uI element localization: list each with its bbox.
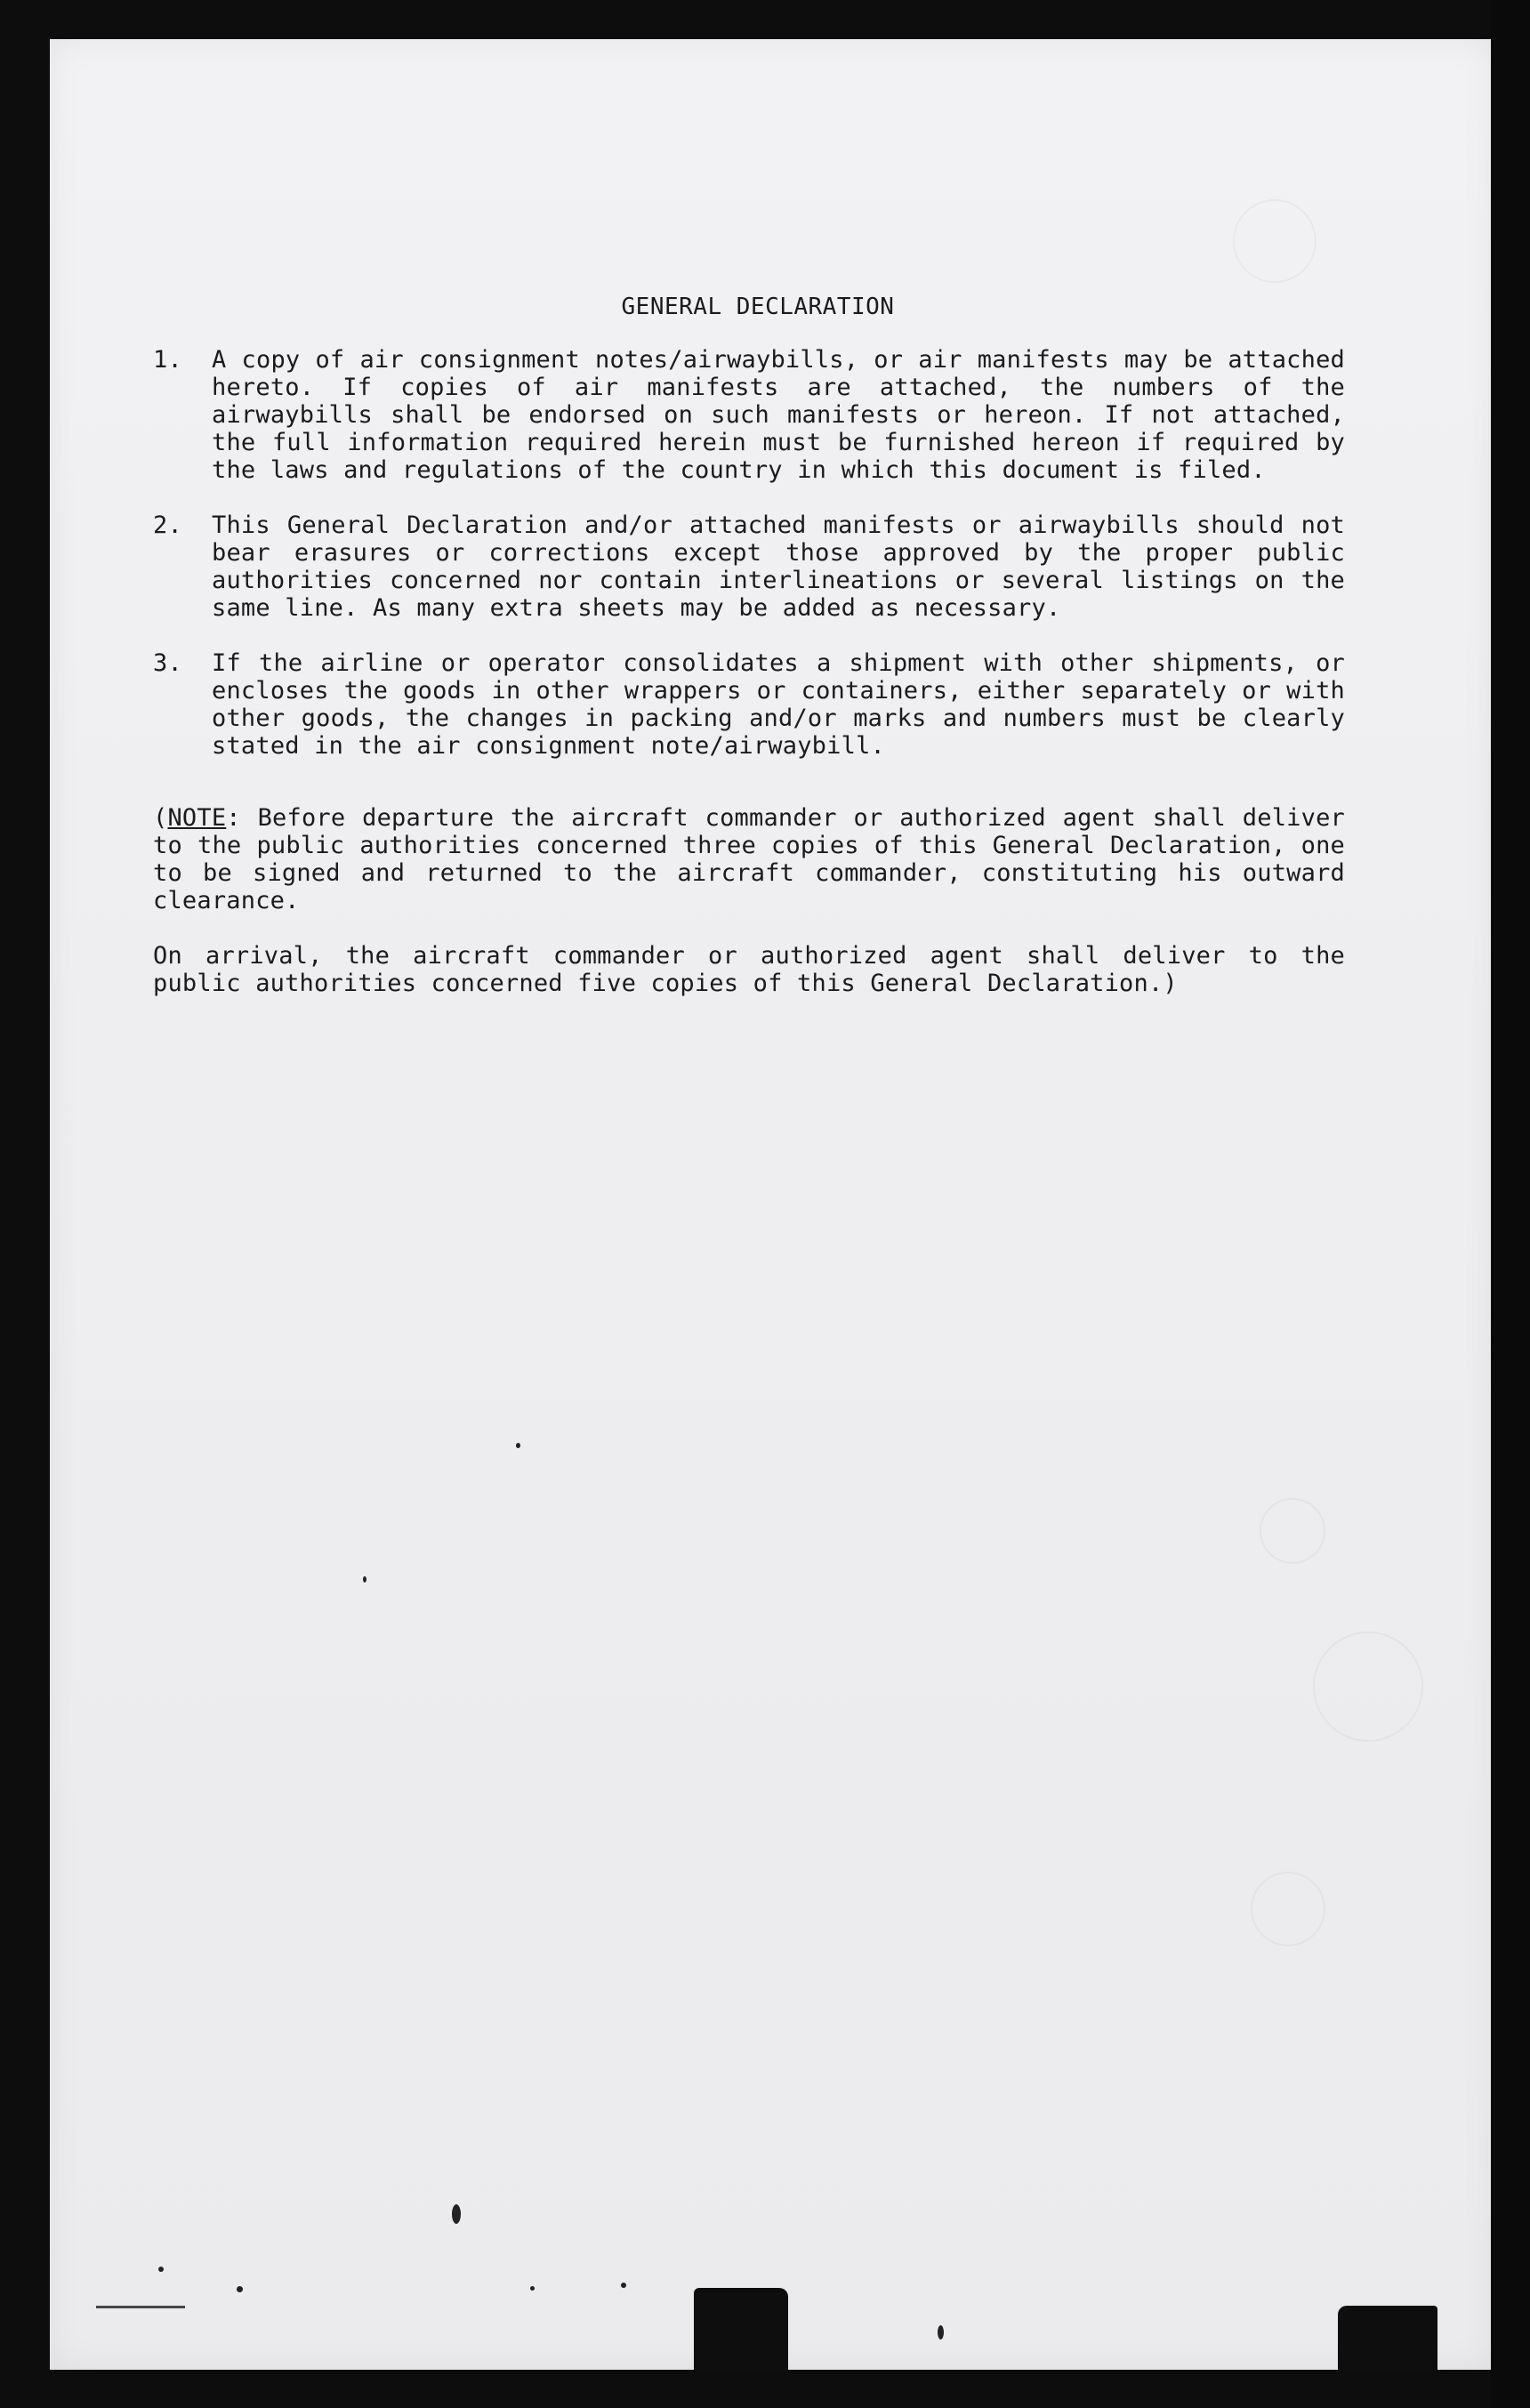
scan-speck <box>363 1576 366 1583</box>
item-number: 1. <box>153 346 182 374</box>
declaration-content <box>153 294 1345 997</box>
item-text: This General Declaration and/or attached manifests or airwaybills should not bear erasures or corrections except those approved by the proper public authorities concerned nor contain interlineations or several listings on the same line. As many extra sheets may be added as necessary. <box>212 511 1345 622</box>
scan-speck <box>237 2286 243 2292</box>
page-title: GENERAL DECLARATION <box>621 294 895 320</box>
list-item <box>153 346 1345 484</box>
scan-speck <box>516 1443 520 1448</box>
note-open-paren: ( <box>153 804 168 832</box>
bleed-through-mark <box>1251 1872 1325 1946</box>
item-text: If the airline or operator consolidates a shipment with other shipments, or encloses the goods in other wrappers or containers, either separately or with other goods, the changes in packing and/or marks and numbers must be clearly stated in the air consignment note/airwaybill. <box>212 649 1345 760</box>
item-number: 2. <box>153 511 182 539</box>
item-text: A copy of air consignment notes/airwaybills, or air manifests may be attached hereto. If copies of air manifests are attached, the numbers of the airwaybills shall be endorsed on such manifests or hereon. If not attached, the full information required herein must be furnished hereon if required by the laws and regulations of the country in which this document is filed. <box>212 346 1345 484</box>
note-label: NOTE <box>167 804 227 832</box>
scan-edge-right <box>1491 0 1530 2408</box>
note-colon: : <box>226 804 241 832</box>
note-paragraph <box>153 804 1345 914</box>
scan-speck <box>621 2283 626 2288</box>
scan-speck <box>96 2306 185 2308</box>
bleed-through-mark <box>1260 1498 1325 1564</box>
item-number: 3. <box>153 649 182 677</box>
scan-speck <box>158 2267 164 2272</box>
scan-speck <box>530 2286 535 2291</box>
scan-speck <box>452 2204 461 2224</box>
bleed-through-mark <box>1233 199 1317 283</box>
scan-smudge <box>694 2288 788 2370</box>
arrival-paragraph: On arrival, the aircraft commander or authorized agent shall deliver to the public authorities concerned five copies of this General Declaration.) <box>153 942 1345 997</box>
list-item <box>153 649 1345 760</box>
bleed-through-mark <box>1313 1631 1423 1742</box>
scan-speck <box>938 2325 944 2340</box>
note-text: Before departure the aircraft commander or authorized agent shall deliver to the public authorities concerned three copies of this General Declaration, one to be signed and returned to the aircraft commander, constituting his outward clearance. <box>153 804 1345 914</box>
list-item <box>153 511 1345 622</box>
scan-smudge <box>1338 2306 1437 2370</box>
